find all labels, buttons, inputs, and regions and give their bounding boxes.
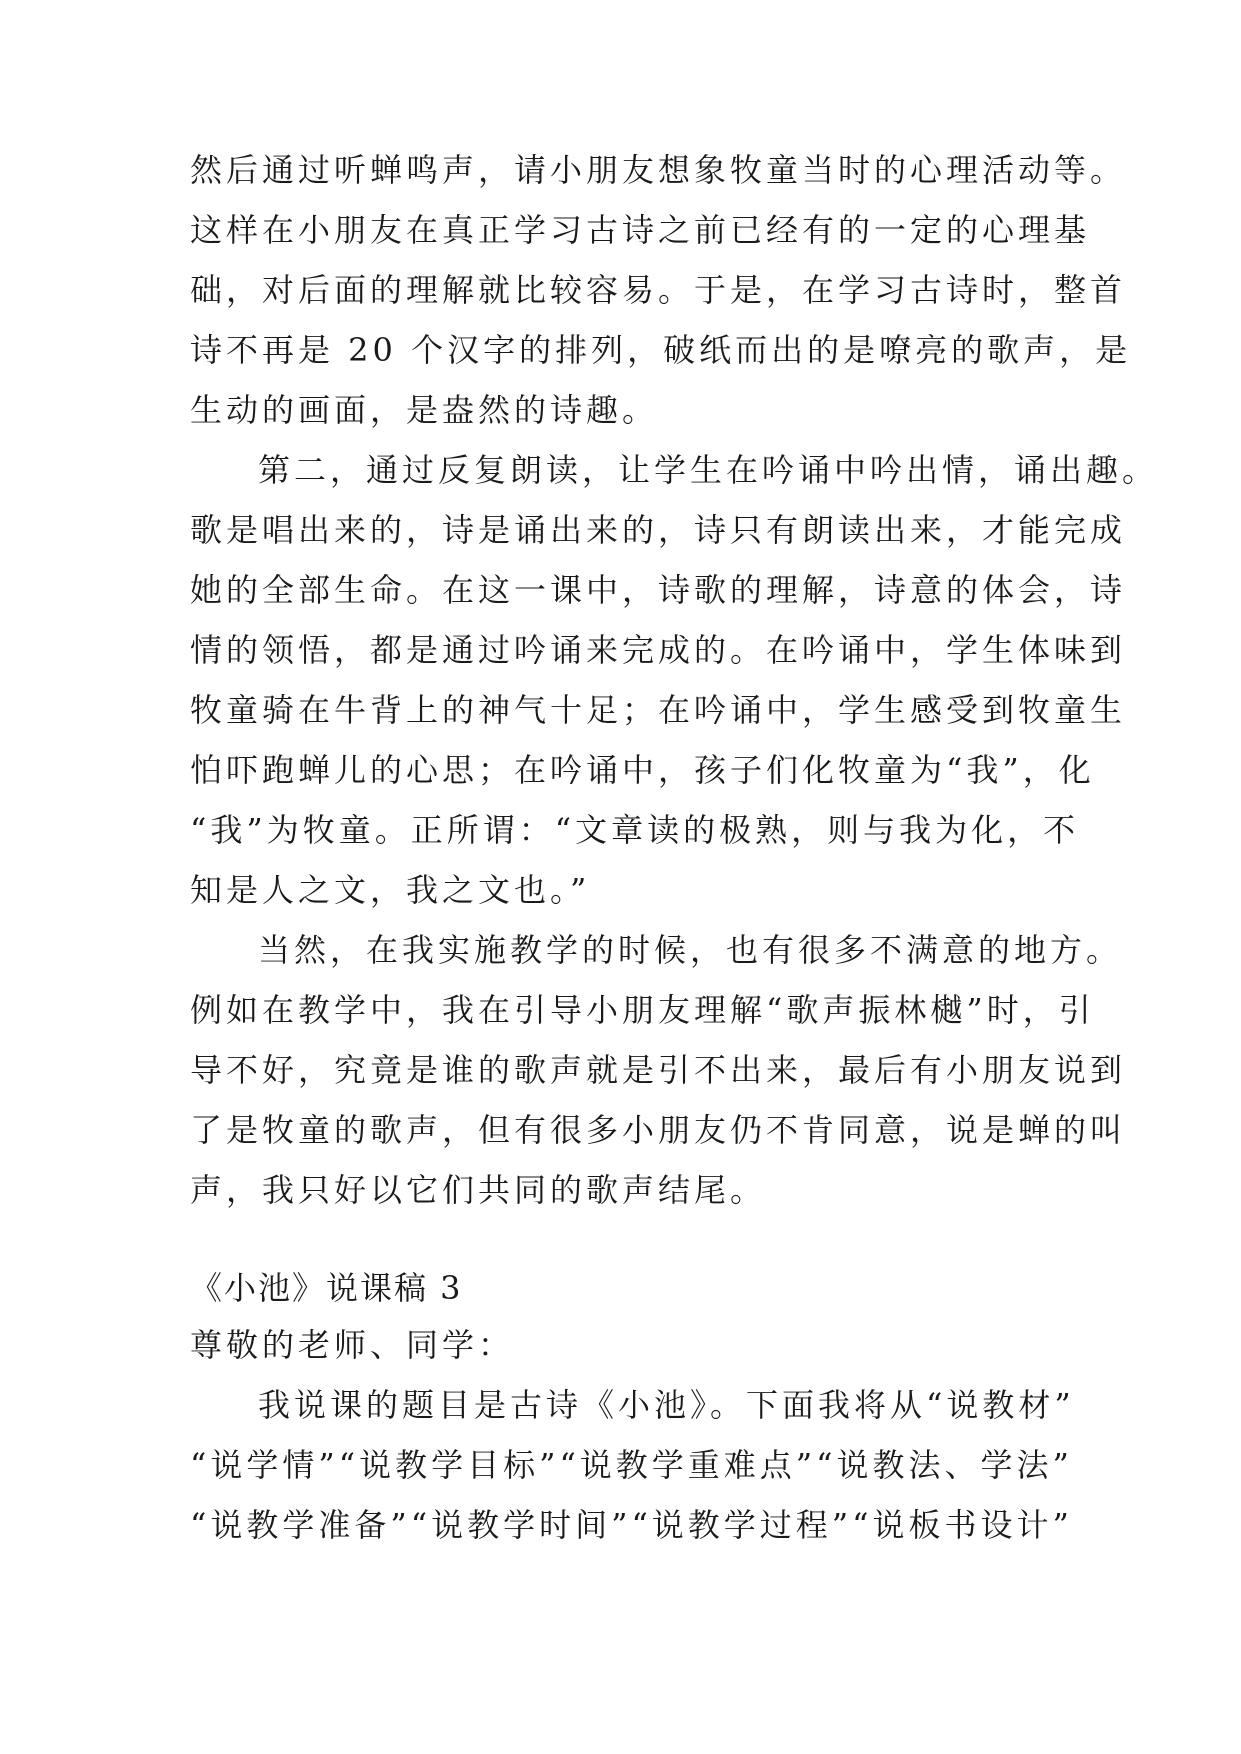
paragraph-line: 这样在小朋友在真正学习古诗之前已经有的一定的心理基 bbox=[190, 211, 1091, 249]
salutation: 尊敬的老师、同学： bbox=[190, 1326, 515, 1364]
paragraph-line: 牧童骑在牛背上的神气十足；在吟诵中，学生感受到牧童生 bbox=[190, 691, 1127, 729]
section-title: 《小池》说课稿 3 bbox=[190, 1269, 463, 1307]
paragraph-line: 当然，在我实施教学的时候，也有很多不满意的地方。 bbox=[258, 931, 1123, 969]
paragraph-line: 导不好，究竟是谁的歌声就是引不出来，最后有小朋友说到 bbox=[190, 1051, 1127, 1089]
paragraph-line: 诗不再是 20 个汉字的排列，破纸而出的是嘹亮的歌声，是 bbox=[190, 331, 1132, 369]
paragraph-line: 情的领悟，都是通过吟诵来完成的。在吟诵中，学生体味到 bbox=[190, 631, 1127, 669]
paragraph-line: 歌是唱出来的，诗是诵出来的，诗只有朗读出来，才能完成 bbox=[190, 511, 1127, 549]
paragraph-line: 础，对后面的理解就比较容易。于是，在学习古诗时，整首 bbox=[190, 271, 1127, 309]
paragraph-line: “说教学准备”“说教学时间”“说教学过程”“说板书设计” bbox=[190, 1506, 1073, 1544]
paragraph-line: 我说课的题目是古诗《小池》。下面我将从“说教材” bbox=[258, 1386, 1075, 1424]
paragraph-line: 了是牧童的歌声，但有很多小朋友仍不肯同意，说是蝉的叫 bbox=[190, 1111, 1127, 1149]
paragraph-line: 生动的画面，是盎然的诗趣。 bbox=[190, 391, 659, 429]
paragraph-line: 第二，通过反复朗读，让学生在吟诵中吟出情，诵出趣。 bbox=[258, 451, 1159, 489]
paragraph-line: 例如在教学中，我在引导小朋友理解“歌声振林樾”时，引 bbox=[190, 991, 1095, 1029]
paragraph-line: 怕吓跑蝉儿的心思；在吟诵中，孩子们化牧童为“我”，化 bbox=[190, 751, 1095, 789]
paragraph-line: 声，我只好以它们共同的歌声结尾。 bbox=[190, 1171, 767, 1209]
paragraph-line: 知是人之文，我之文也。” bbox=[190, 871, 591, 909]
paragraph-line: 然后通过听蝉鸣声，请小朋友想象牧童当时的心理活动等。 bbox=[190, 151, 1127, 189]
paragraph-line: “我”为牧童。正所谓：“文章读的极熟，则与我为化，不 bbox=[190, 811, 1080, 849]
paragraph-line: 她的全部生命。在这一课中，诗歌的理解，诗意的体会，诗 bbox=[190, 571, 1127, 609]
paragraph-line: “说学情”“说教学目标”“说教学重难点”“说教法、学法” bbox=[190, 1446, 1073, 1484]
